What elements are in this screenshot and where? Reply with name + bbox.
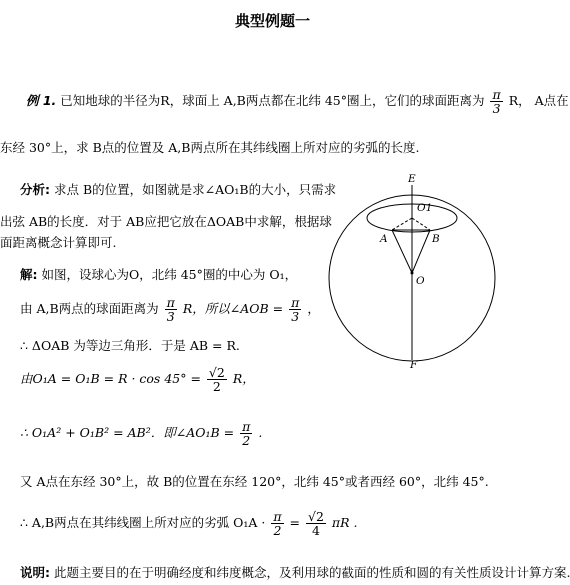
- segment-O1-A: [392, 218, 412, 230]
- segment-O-A: [392, 230, 412, 273]
- example-label: 例 1.: [26, 93, 57, 109]
- fraction-sqrt2-over-4: $\frac{√2}{4}$: [307, 509, 324, 539]
- fraction-pi-over-3: $\frac{\pi}{3}$: [166, 295, 175, 325]
- fraction-pi-over-2: $\frac{\pi}{2}$: [273, 509, 282, 539]
- center-O: [411, 272, 414, 275]
- label-O: O: [416, 275, 425, 287]
- label-B: B: [432, 233, 440, 245]
- note-label: 说明:: [20, 565, 50, 580]
- example-line-2: 东经 30°上，求 B点的位置及 A,B两点所在其纬线圈上所对应的劣弧的长度.: [0, 140, 420, 155]
- solution-line-1: [20, 265, 297, 283]
- solution-line-5: ∴ O₁A² + O₁B² = AB²．即∠AO₁B = $\frac{\pi}{2}$ .: [20, 419, 263, 449]
- analysis-line-3: 面距离概念计算即可.: [0, 235, 117, 250]
- fraction-pi-over-3: $\frac{\pi}{3}$: [291, 295, 300, 325]
- page-title: 典型例题一: [235, 12, 311, 30]
- label-E: E: [408, 173, 416, 185]
- example-text-1: 已知地球的半径为R，球面上 A,B两点都在北纬 45°圈上，它们的球面距离为: [60, 93, 485, 109]
- fraction-pi-over-3: $\frac{\pi}{3}$: [492, 87, 501, 117]
- label-A: A: [380, 233, 388, 245]
- solution-text-1: 如图，设球心为O，北纬 45°圈的中心为 O₁，: [41, 267, 298, 282]
- solution-line-7: ∴ A,B两点在其纬线圈上所对应的劣弧 O₁A · $\frac{\pi}{2}$ = $\frac{√2}{4}$ πR .: [20, 509, 358, 539]
- label-O1: O1: [417, 202, 433, 214]
- solution-line-6: 又 A点在东经 30°上，故 B的位置在东经 120°，北纬 45°或者西经 60°，北纬 45°.: [20, 474, 489, 489]
- solution-line-4: 由O₁A = O₁B = R · cos 45° = $\frac{√2}{2}$ R，: [20, 365, 255, 395]
- segment-O1-B: [412, 218, 430, 230]
- analysis-text-1: 求点 B的位置，如图就是求∠AO₁B的大小，只需求: [53, 182, 337, 197]
- fraction-pi-over-2: $\frac{\pi}{2}$: [242, 419, 251, 449]
- example-line-1: [26, 88, 569, 115]
- segment-O-B: [412, 230, 430, 273]
- solution-line-2: 由 A,B两点的球面距离为 $\frac{\pi}{3}$ R，所以∠AOB = $\frac{\pi}{3}$ ，: [20, 295, 320, 325]
- note-line: [20, 563, 570, 581]
- analysis-line-1: [20, 180, 336, 198]
- solution-label: 解:: [20, 267, 38, 282]
- sphere-diagram: [338, 170, 558, 370]
- analysis-line-2: 出弦 AB的长度．对于 AB应把它放在ΔOAB中求解，根据球: [0, 214, 332, 229]
- example-text-1-tail: R， A点在: [508, 93, 569, 109]
- note-text: 此题主要目的在于明确经度和纬度概念，及利用球的截面的性质和圆的有关性质设计计算方案.: [53, 565, 570, 580]
- solution-line-3: ∴ ΔOAB 为等边三角形．于是 AB = R.: [20, 338, 240, 353]
- label-F: F: [410, 359, 418, 371]
- analysis-label: 分析:: [20, 182, 50, 197]
- fraction-sqrt2-over-2: $\frac{√2}{2}$: [208, 365, 225, 395]
